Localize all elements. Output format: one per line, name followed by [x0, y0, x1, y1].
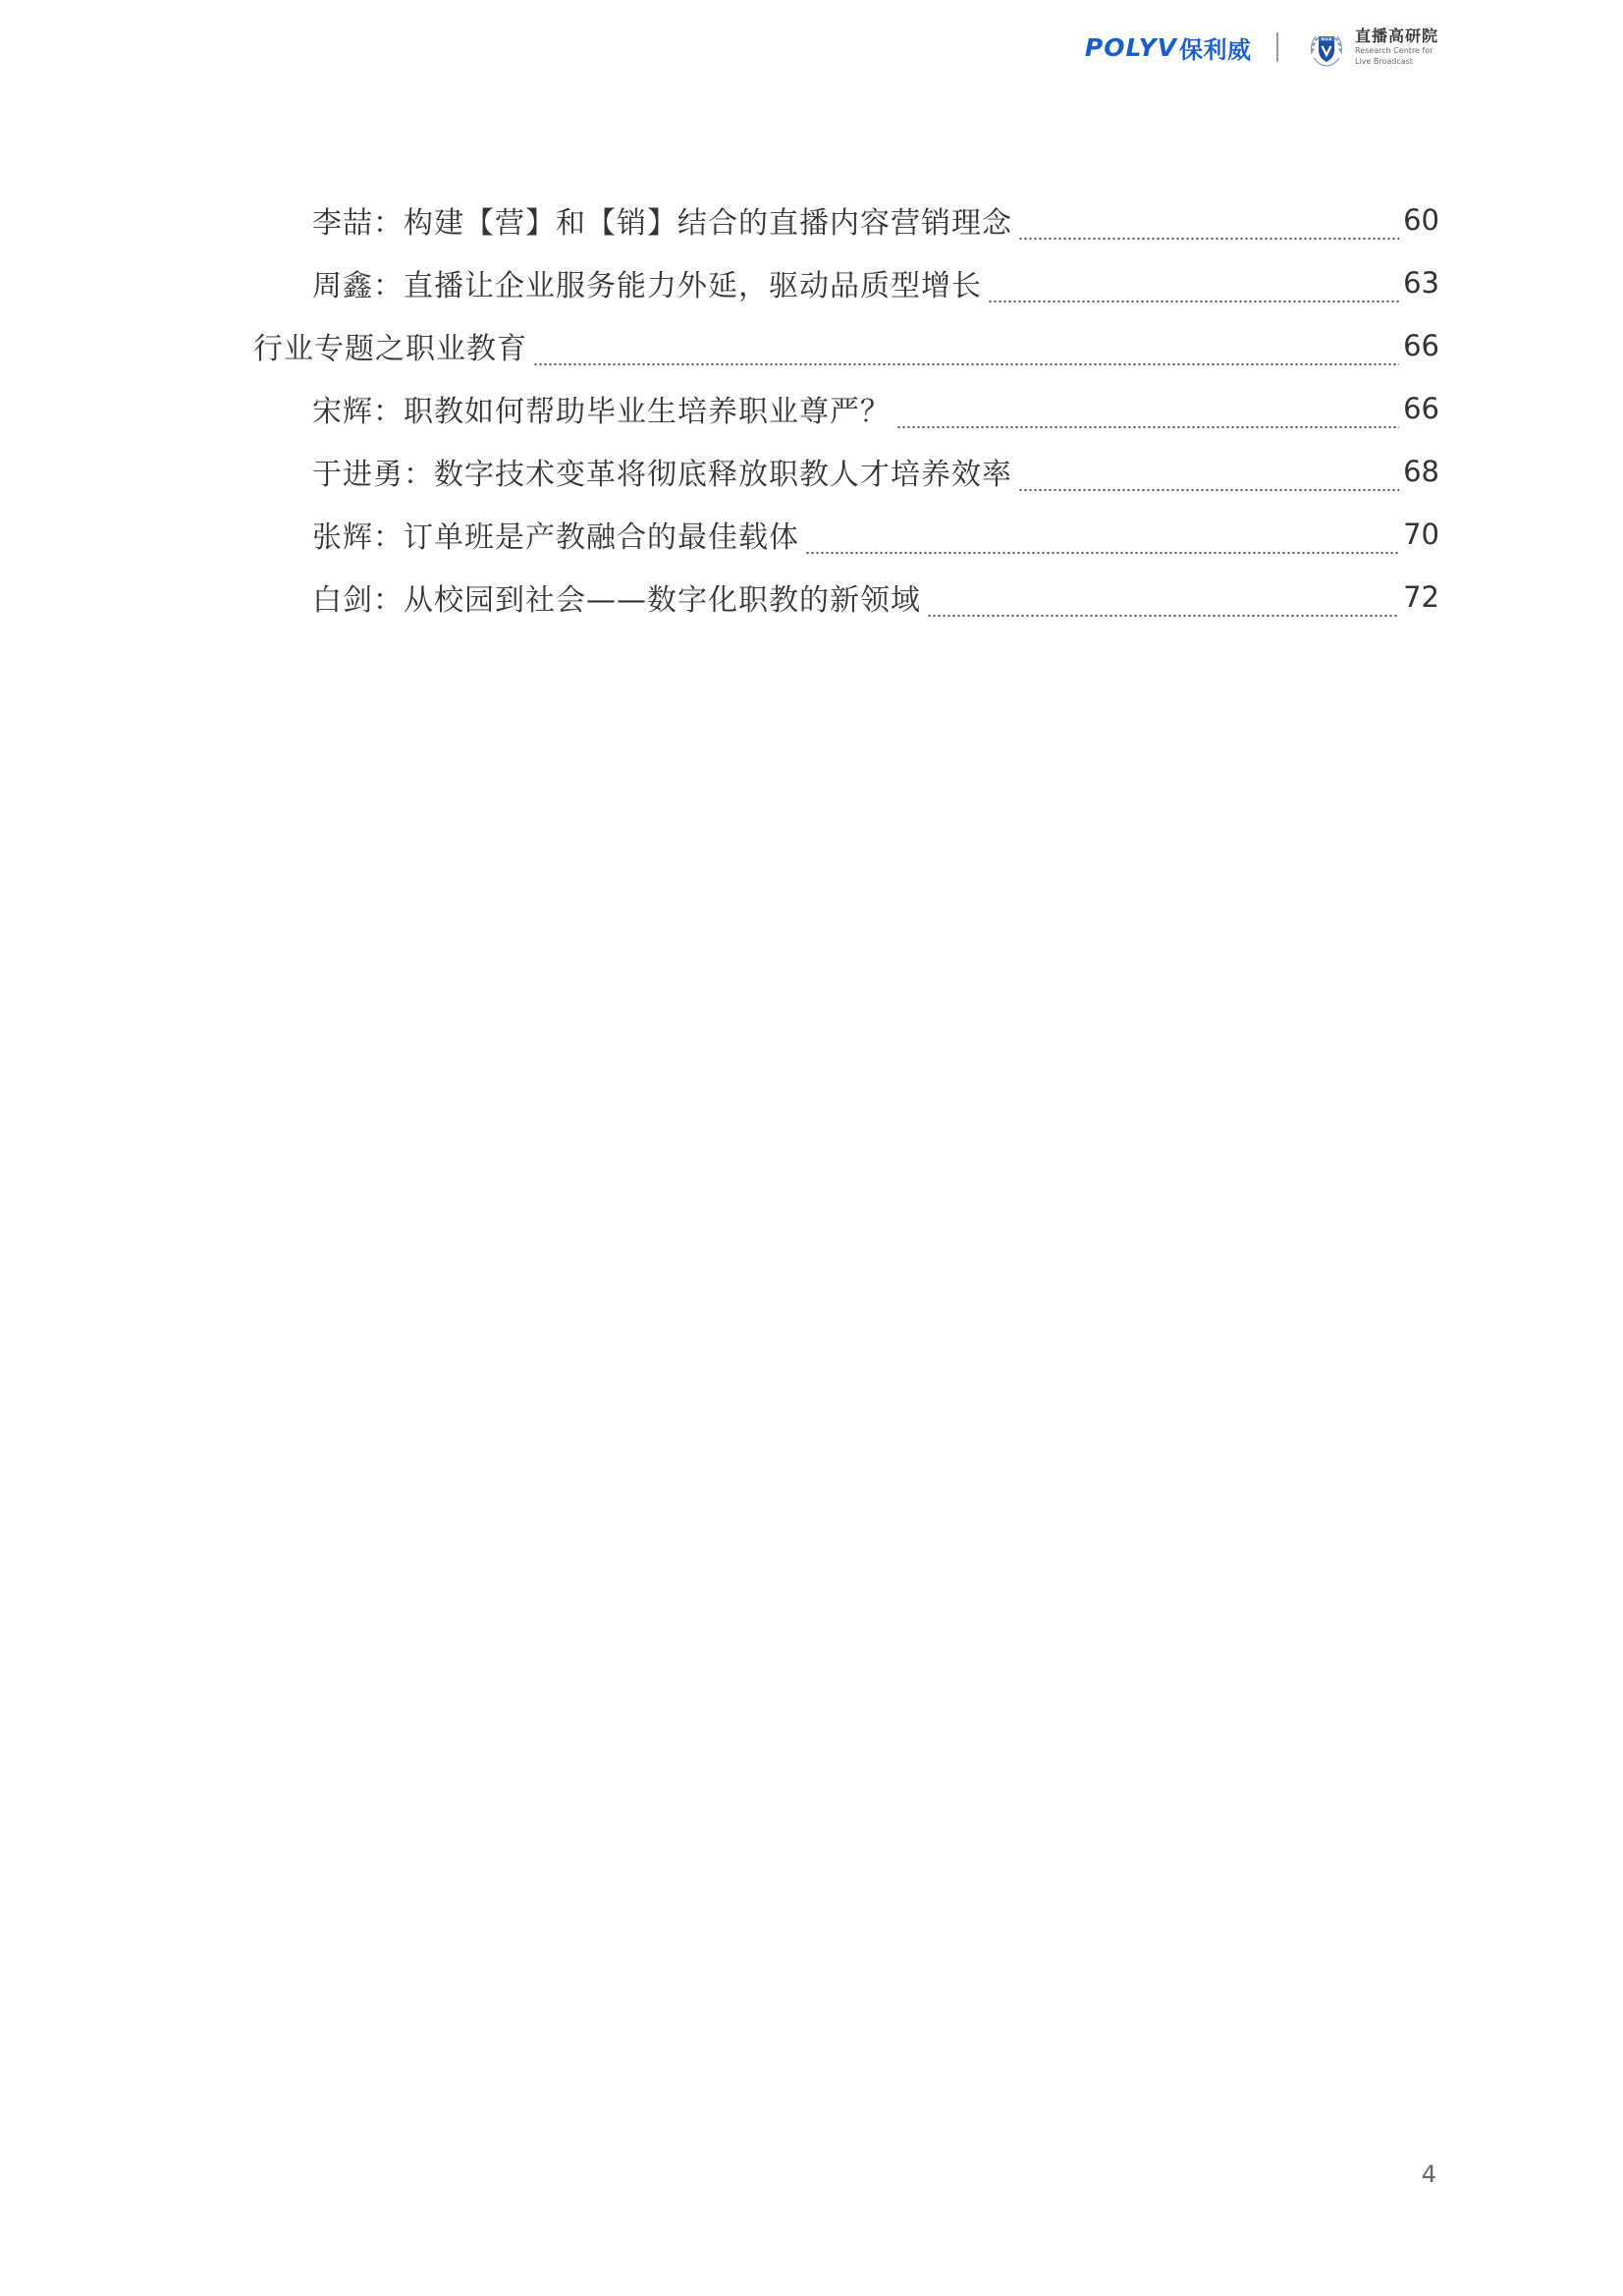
toc-section-title: 行业专题之职业教育 [253, 324, 533, 367]
polyv-logo-latin: POLYV [1084, 32, 1177, 62]
toc-dot-leader [533, 337, 1399, 366]
toc-entry[interactable] [253, 566, 1439, 629]
page-header [1085, 22, 1438, 73]
rclb-text [1355, 28, 1438, 66]
toc-entry-page: 63 [1403, 266, 1439, 300]
polyv-logo [1085, 30, 1252, 65]
rclb-subtitle-line1: Research Centre for [1354, 45, 1434, 55]
rclb-subtitle-line2: Live Broadcast [1354, 57, 1413, 66]
toc-dot-leader [988, 274, 1399, 303]
toc-entry-title: 张辉：订单班是产教融合的最佳载体 [312, 513, 805, 556]
toc-entry-title: 周鑫：直播让企业服务能力外延，驱动品质型增长 [312, 261, 988, 304]
toc-section-page: 66 [1403, 329, 1439, 362]
toc-dot-leader [1018, 463, 1399, 492]
toc-entry-page: 70 [1403, 518, 1439, 551]
toc-entry-page: 60 [1403, 203, 1439, 237]
toc-entry[interactable] [253, 377, 1439, 440]
toc-entry-page: 68 [1403, 455, 1439, 488]
table-of-contents [253, 189, 1439, 629]
toc-entry-title: 宋辉：职教如何帮助毕业生培养职业尊严？ [312, 387, 896, 430]
toc-dot-leader [805, 525, 1399, 555]
toc-entry-page: 66 [1403, 392, 1439, 425]
toc-entry[interactable] [253, 503, 1439, 566]
rclb-emblem-icon [1304, 25, 1349, 70]
polyv-logo-cn: 保利威 [1178, 35, 1252, 64]
toc-dot-leader [896, 400, 1399, 429]
toc-entry-page: 72 [1403, 580, 1439, 614]
toc-dot-leader [927, 588, 1399, 618]
rclb-title: 直播高研院 [1354, 26, 1438, 45]
rclb-emblem-text: RCLB [1321, 37, 1332, 42]
header-divider [1276, 32, 1278, 62]
toc-entry-title: 李喆：构建【营】和【销】结合的直播内容营销理念 [312, 198, 1018, 242]
toc-section-heading[interactable] [253, 314, 1439, 377]
toc-entry[interactable] [253, 251, 1439, 314]
toc-entry-title: 白剑：从校园到社会——数字化职教的新领域 [312, 575, 927, 619]
toc-entry[interactable] [253, 189, 1439, 251]
toc-dot-leader [1018, 211, 1399, 241]
rclb-logo [1304, 25, 1438, 70]
toc-entry[interactable] [253, 440, 1439, 503]
page-number: 4 [1421, 2160, 1436, 2188]
toc-entry-title: 于进勇：数字技术变革将彻底释放职教人才培养效率 [312, 450, 1018, 493]
